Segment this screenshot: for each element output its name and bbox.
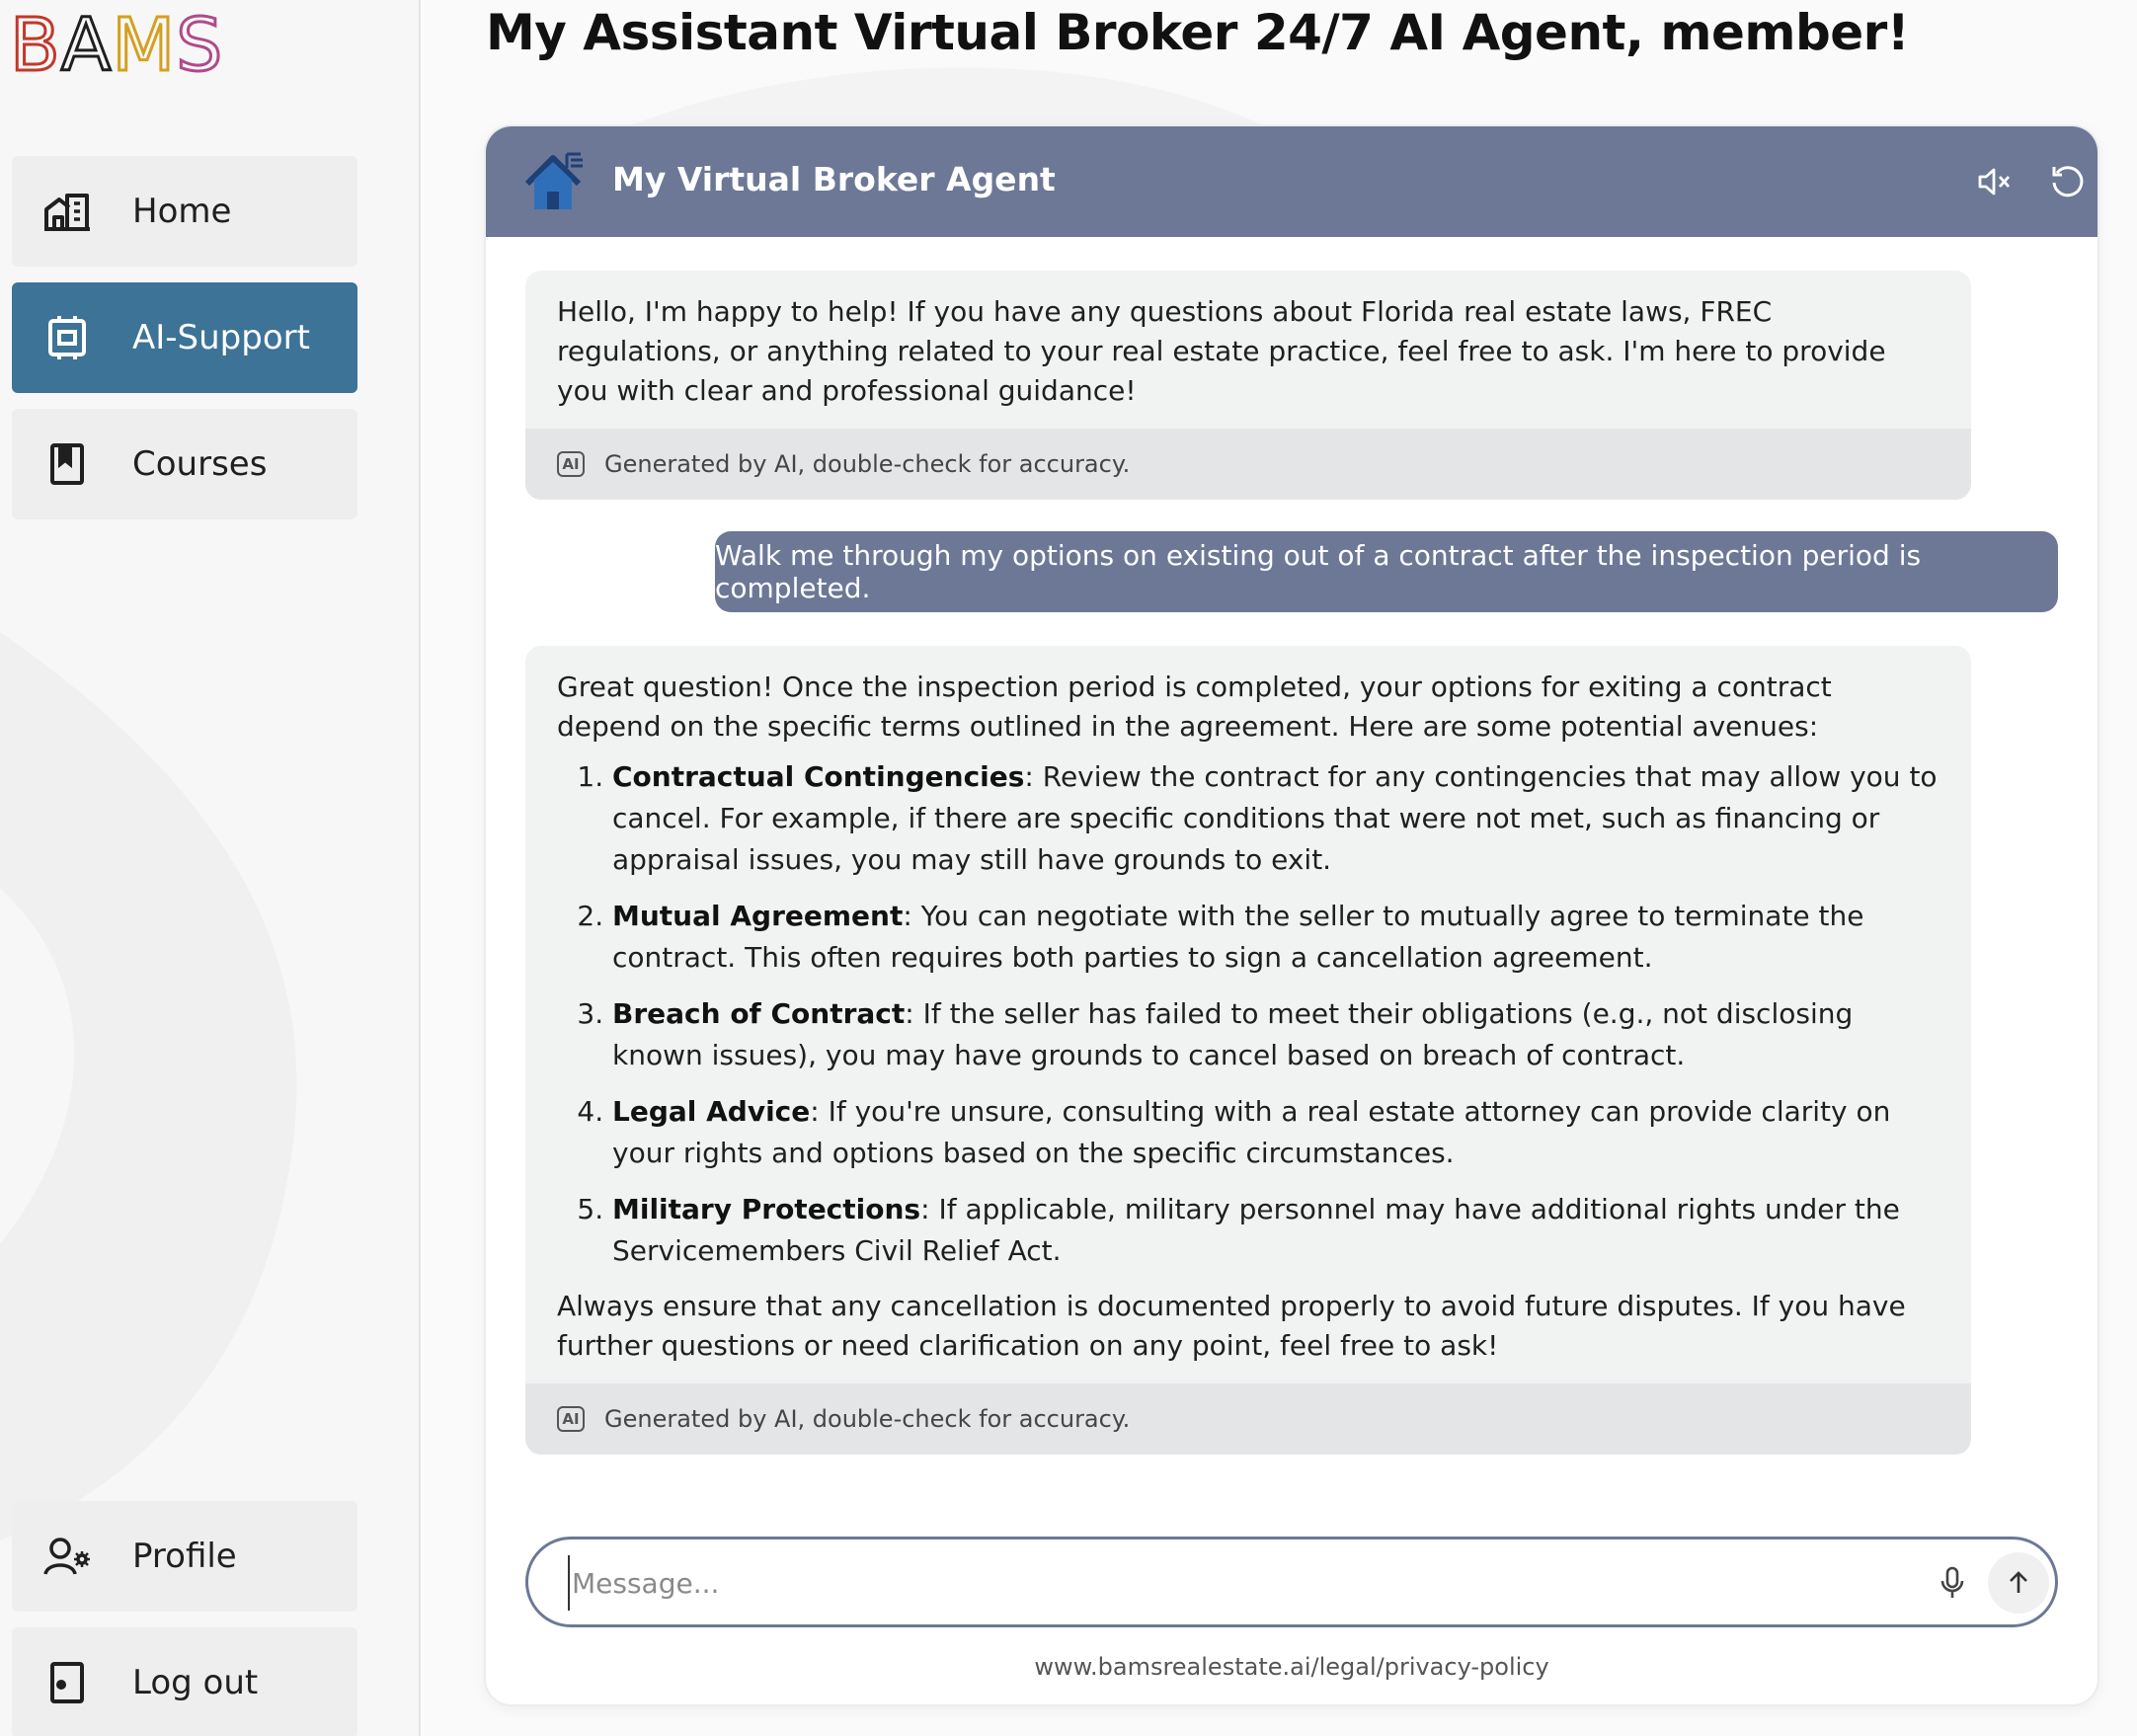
- user-message: Walk me through my options on existing out of a contract after the inspection period is completed.: [715, 531, 2058, 612]
- list-item: [612, 1091, 1939, 1174]
- item-title: Contractual Contingencies: [612, 760, 1025, 793]
- ai-disclaimer: [525, 429, 1971, 500]
- list-item: [612, 896, 1939, 979]
- mute-icon: [1977, 167, 2013, 197]
- arrow-up-icon: [2008, 1571, 2029, 1595]
- mute-button[interactable]: [1971, 158, 2018, 205]
- sidebar-item-label: Home: [132, 192, 232, 231]
- chat-panel: [486, 126, 2097, 1704]
- ai-badge-icon: AI: [557, 1406, 585, 1432]
- main-area: [423, 0, 2137, 1736]
- sidebar-item-label: AI-Support: [132, 318, 310, 357]
- privacy-policy-link[interactable]: www.bamsrealestate.ai/legal/privacy-policy: [1034, 1653, 1549, 1681]
- list-item: [612, 993, 1939, 1076]
- disclaimer-text: Generated by AI, double-check for accuracy.: [604, 450, 1131, 478]
- sidebar-item-label: Log out: [132, 1663, 259, 1702]
- item-text: : Review the contract for any contingencies that may allow you to cancel. For example, if there are specific conditions that were not met, such as financing or appraisal issues, you may still have grounds to exit.: [612, 760, 1938, 876]
- send-button[interactable]: [1988, 1552, 2049, 1614]
- assistant-message: [525, 271, 1971, 500]
- door-icon: [41, 1657, 93, 1708]
- bams-logo[interactable]: BAMS: [10, 3, 224, 88]
- item-text: : If you're unsure, consulting with a real estate attorney can provide clarity on your rights and options based on the specific circumstances.: [612, 1095, 1891, 1169]
- sidebar-item-label: Profile: [132, 1537, 237, 1576]
- sidebar-item-home[interactable]: [12, 156, 357, 267]
- item-title: Breach of Contract: [612, 997, 906, 1030]
- agent-name: My Virtual Broker Agent: [612, 160, 1056, 198]
- item-title: Military Protections: [612, 1193, 921, 1225]
- sidebar-item-profile[interactable]: [12, 1501, 357, 1612]
- message-intro: Great question! Once the inspection period is completed, your options for exiting a contract depend on the specific terms outlined in the agreement. Here are some potential avenues:: [557, 671, 1832, 743]
- message-body: [525, 646, 1971, 1383]
- sidebar-item-label: Courses: [132, 444, 268, 484]
- sidebar: [0, 0, 421, 1736]
- assistant-message: [525, 646, 1971, 1455]
- ai-badge-icon: AI: [557, 451, 585, 477]
- ai-disclaimer: [525, 1383, 1971, 1455]
- list-item: [612, 756, 1939, 881]
- sidebar-item-courses[interactable]: [12, 409, 357, 519]
- disclaimer-text: Generated by AI, double-check for accuracy.: [604, 1405, 1131, 1433]
- sidebar-item-logout[interactable]: [12, 1627, 357, 1736]
- message-input[interactable]: [568, 1555, 1858, 1611]
- list-item: [612, 1189, 1939, 1272]
- item-text: : You can negotiate with the seller to mutually agree to terminate the contract. This often requires both parties to sign a cancellation agreement.: [612, 900, 1864, 974]
- chat-header: [486, 126, 2097, 237]
- message-composer: [525, 1537, 2058, 1627]
- microphone-button[interactable]: [1931, 1561, 1974, 1605]
- house-agent-icon: [521, 150, 587, 215]
- options-list: [557, 756, 1939, 1272]
- message-text: Hello, I'm happy to help! If you have any questions about Florida real estate laws, FREC regulations, or anything related to your real estate practice, feel free to ask. I'm here to provide you with clear and professional guidance!: [557, 295, 1886, 407]
- reset-icon: [2049, 163, 2087, 200]
- microphone-icon: [1939, 1566, 1965, 1600]
- item-title: Legal Advice: [612, 1095, 811, 1128]
- item-text: : If applicable, military personnel may have additional rights under the Servicemembers Civil Relief Act.: [612, 1193, 1900, 1267]
- sidebar-item-ai-support[interactable]: [12, 282, 357, 393]
- message-outro: Always ensure that any cancellation is documented properly to avoid future disputes. If you have further questions or need clarification on any point, feel free to ask!: [557, 1290, 1906, 1362]
- page-title: My Assistant Virtual Broker 24/7 AI Agent, member!: [486, 4, 1910, 61]
- book-icon: [41, 438, 93, 490]
- user-settings-icon: [41, 1531, 93, 1582]
- reset-button[interactable]: [2044, 158, 2092, 205]
- item-text: : If the seller has failed to meet their obligations (e.g., not disclosing known issues), you may have grounds to cancel based on breach of contract.: [612, 997, 1854, 1071]
- item-title: Mutual Agreement: [612, 900, 904, 932]
- ai-chip-icon: [41, 312, 93, 363]
- building-icon: [41, 186, 93, 237]
